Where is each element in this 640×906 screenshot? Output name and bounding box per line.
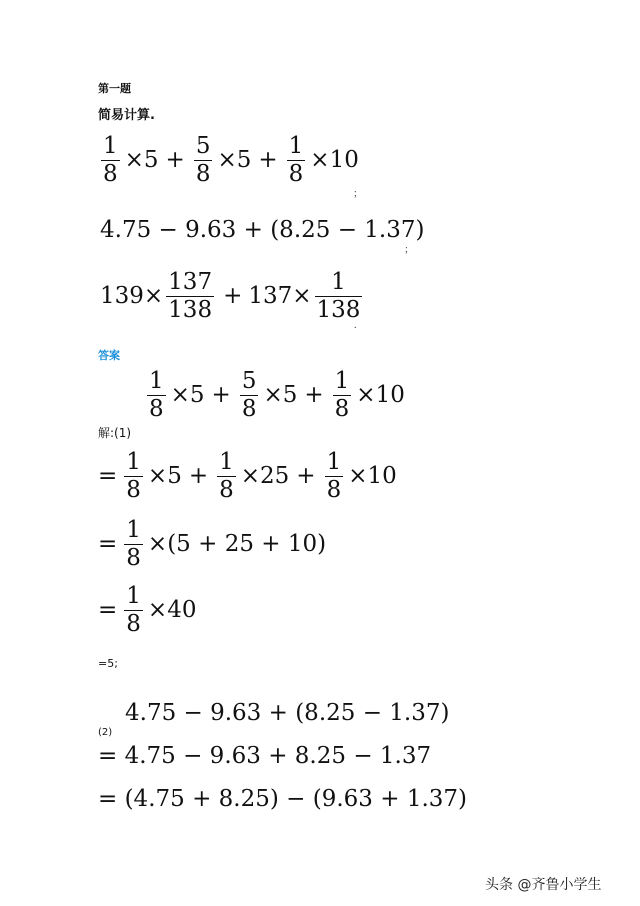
term: ×(5 + 25 + 10): [147, 531, 327, 558]
answer-2-expression: 4.75 − 9.63 + (8.25 − 1.37): [125, 700, 450, 726]
fraction: $\frac{1}{8}$: [219, 449, 234, 504]
watermark: 头条 @齐鲁小学生: [485, 877, 602, 893]
question-2: 4.75 − 9.63 + (8.25 − 1.37): [100, 217, 425, 243]
q2-punct: ;: [405, 244, 408, 255]
equals-sign: =: [98, 597, 118, 624]
term: ×5: [217, 147, 252, 174]
fraction: $\frac{1}{8}$: [103, 133, 118, 188]
term: ×10: [348, 463, 397, 490]
answer-1-result: =5;: [98, 657, 118, 670]
answer-label: 答案: [98, 349, 120, 362]
term: ×5: [263, 382, 298, 409]
part-1-label: 解:(1): [98, 426, 132, 440]
fraction: $\frac{1}{8}$: [126, 517, 141, 572]
part-2-label: (2): [98, 727, 113, 738]
answer-1-step-2: [98, 518, 327, 570]
term: ×10: [310, 147, 359, 174]
fraction: $\frac{1}{8}$: [288, 133, 304, 188]
operator: +: [165, 147, 185, 174]
operator: +: [211, 382, 231, 409]
equals-sign: =: [98, 463, 118, 490]
fraction: $\frac{137}{138}$: [168, 269, 213, 324]
term: ×5: [124, 147, 159, 174]
term: ×10: [356, 382, 405, 409]
fraction: $\frac{1}{8}$: [326, 449, 342, 504]
operator: +: [304, 382, 324, 409]
operator: +: [188, 463, 209, 490]
term: 137×: [248, 283, 312, 310]
q3-punct: .: [354, 320, 357, 331]
answer-1-step-3: [98, 584, 197, 636]
operator: +: [223, 283, 243, 310]
operator: +: [296, 463, 316, 490]
answer-1-expression: [144, 369, 406, 421]
question-1: [98, 134, 360, 186]
fraction: $\frac{1}{8}$: [149, 368, 164, 423]
fraction: $\frac{5}{8}$: [241, 368, 257, 423]
answer-2-step-1: = 4.75 − 9.63 + 8.25 − 1.37: [98, 743, 432, 769]
fraction: $\frac{1}{138}$: [316, 269, 361, 324]
term: ×5: [170, 382, 205, 409]
q1-punct: ;: [354, 188, 357, 199]
answer-2-step-2: = (4.75 + 8.25) − (9.63 + 1.37): [98, 786, 467, 812]
term: 139×: [100, 283, 164, 310]
problem-title: 第一题: [98, 82, 131, 95]
fraction: $\frac{1}{8}$: [334, 368, 350, 423]
answer-1-step-1: [98, 450, 398, 502]
term: ×25: [240, 463, 290, 490]
operator: +: [258, 147, 278, 174]
fraction: $\frac{1}{8}$: [126, 449, 141, 504]
term: ×5: [147, 463, 182, 490]
problem-instruction: 简易计算.: [98, 108, 155, 123]
term: ×40: [147, 597, 197, 624]
question-3: [100, 270, 365, 322]
equals-sign: =: [98, 531, 118, 558]
fraction: $\frac{5}{8}$: [195, 133, 211, 188]
fraction: $\frac{1}{8}$: [126, 583, 141, 638]
